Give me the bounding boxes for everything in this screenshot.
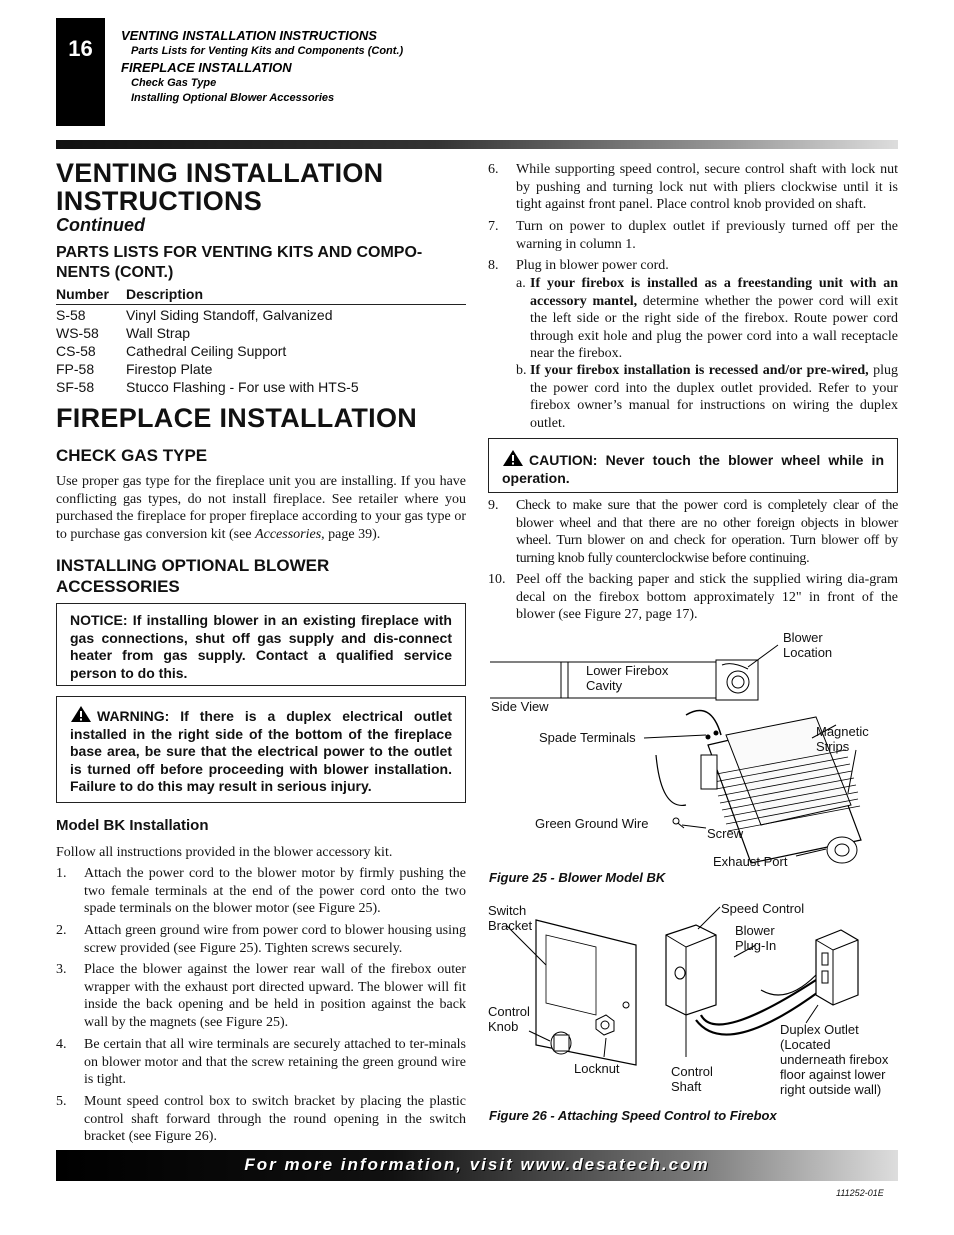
page-number: 16 [68,36,93,61]
label-lower-firebox: Lower Firebox Cavity [586,663,669,693]
parts-heading-line1: PARTS LISTS FOR VENTING KITS AND COMPO- [56,244,423,261]
header-line-4: Check Gas Type [131,77,217,89]
parts-table [56,285,466,396]
label-switch-bracket: Switch Bracket [488,903,533,933]
list-item: 8. Plug in blower power cord. [488,258,669,273]
label-side-view: Side View [491,699,549,714]
model-bk-heading: Model BK Installation [56,817,209,834]
list-item-8a: a. If your firebox is installed as a freestanding unit with an accessory mantel, determine whether the power cord will exit the left side or the right side of the firebox. Route power cord through exit hole and plug the power cord into a wall receptacle near the firebox. [516,276,898,361]
table-row: SF-58 Stucco Flashing - For use with HTS-5 [56,379,359,395]
table-row: WS-58 Wall Strap [56,325,191,341]
header-rule [56,140,898,149]
list-item-8b: b. If your firebox installation is recessed and/or pre-wired, plug the power cord into the duplex outlet provided. Refer to your firebox owner’s manual for instructions on wiring the duplex outlet. [516,363,898,431]
list-item: 3. Place the blower against the lower rear wall of the firebox outer wrapper with the exhaust port directed upward. The blower will fit inside the back opening and be held in position against the back wall by the magnets (see Figure 25). [56,962,466,1030]
check-gas-text: Use proper gas type for the fireplace unit you are installing. If you have conflicting gas types, do not install fireplace. See retailer where you purchased the fireplace for proper fireplace according to your gas type or to purchase gas conversion kit (see Accessories, page 39). [56,474,466,542]
table-row: S-58 Vinyl Siding Standoff, Galvanized [56,307,333,323]
fireplace-title: FIREPLACE INSTALLATION [56,403,418,433]
header-line-3: FIREPLACE INSTALLATION [121,60,292,75]
header-line-5: Installing Optional Blower Accessories [131,92,335,104]
continued-label: Continued [56,215,145,235]
col-number-header: Number [56,286,109,302]
caution-box: CAUTION: Never touch the blower wheel while in operation. [488,438,898,493]
table-row: FP-58 Firestop Plate [56,361,213,377]
warning-box: WARNING: If there is a duplex electrical outlet installed in the right side of the bottom of the fireplace base area, be sure that the electrical power to the outlet is turned off before proceeding with blower installation. Failure to do this may result in serious injury. [56,696,466,803]
list-item: 4. Be certain that all wire terminals are securely attached to ter-minals on blower motor and that the screw retaining the green ground wire is tight. [56,1037,466,1087]
footer-website-text: For more information, visit www.desatech.com [244,1155,710,1174]
blower-heading-line2: ACCESSORIES [56,577,180,596]
list-item: 2. Attach green ground wire from power cord to blower housing using screw provided (see Figure 25). Tighten screws securely. [56,923,466,956]
label-control-knob: Control Knob [488,1004,530,1034]
label-control-shaft: Control Shaft [671,1064,713,1094]
parts-heading-line2: NENTS (CONT.) [56,264,174,281]
venting-title-line1: VENTING INSTALLATION [56,158,384,188]
header-line-2: Parts Lists for Venting Kits and Components (Cont.) [131,45,404,57]
label-speed-control: Speed Control [721,901,805,916]
label-blower-location: Blower Location [783,630,833,660]
label-magnetic-strips: Magnetic Strips [816,724,869,754]
figure-25-caption: Figure 25 - Blower Model BK [489,870,666,885]
list-item: 10. Peel off the backing paper and stick the supplied wiring dia-gram decal on the firebox bottom approximately 12" in front of the blower (see Figure 27, page 17). [488,572,898,622]
label-screw: Screw [707,826,744,841]
footer-bar [56,1150,898,1181]
label-locknut: Locknut [574,1061,620,1076]
warning-icon [70,705,92,723]
col-description-header: Description [126,286,204,302]
list-item: 7. Turn on power to duplex outlet if previously turned off per the warning in column 1. [488,219,898,252]
list-item: 6. While supporting speed control, secure control shaft with lock nut by pushing and turning lock nut with pliers clockwise until it is tight against front panel. Place control knob provided on shaft. [488,162,898,212]
blower-heading-line1: INSTALLING OPTIONAL BLOWER [56,556,330,575]
header-line-1: VENTING INSTALLATION INSTRUCTIONS [121,28,377,43]
figure-26-caption: Figure 26 - Attaching Speed Control to Firebox [489,1108,777,1123]
label-green-ground-wire: Green Ground Wire [535,816,649,831]
label-blower-plugin: Blower Plug-In [735,923,777,953]
notice-box: NOTICE: If installing blower in an existing fireplace with gas connections, shut off gas supply and dis-connect heater from gas supply. Contact a qualified service person to do this. [56,603,466,686]
venting-title-line2: INSTRUCTIONS [56,186,263,216]
label-exhaust-port: Exhaust Port [713,854,788,869]
list-item: 5. Mount speed control box to switch bracket by placing the plastic control shaft forward through the round opening in the switch bracket (see Figure 26). [56,1094,466,1144]
list-item: 9. Check to make sure that the power cord is completely clear of the blower wheel and that there are no other foreign objects in blower wheel. Turn blower on and check for operation. Turn blower off by turning knob fully counterclockwise before continuing. [488,498,898,566]
page-number-box [56,18,105,126]
check-gas-heading: CHECK GAS TYPE [56,446,208,465]
warning-icon [502,449,524,467]
table-row: CS-58 Cathedral Ceiling Support [56,343,287,359]
label-duplex-outlet: Duplex Outlet (Located underneath firebox floor against lower right outside wall) [780,1022,889,1097]
list-item: 1. Attach the power cord to the blower motor by firmly pushing the two female terminals at the end of the power cord onto the two spade terminals on the blower motor (see Figure 25). [56,866,466,916]
model-bk-intro: Follow all instructions provided in the blower accessory kit. [56,845,393,860]
label-spade-terminals: Spade Terminals [539,730,636,745]
document-number: 111252-01E [836,1188,884,1198]
